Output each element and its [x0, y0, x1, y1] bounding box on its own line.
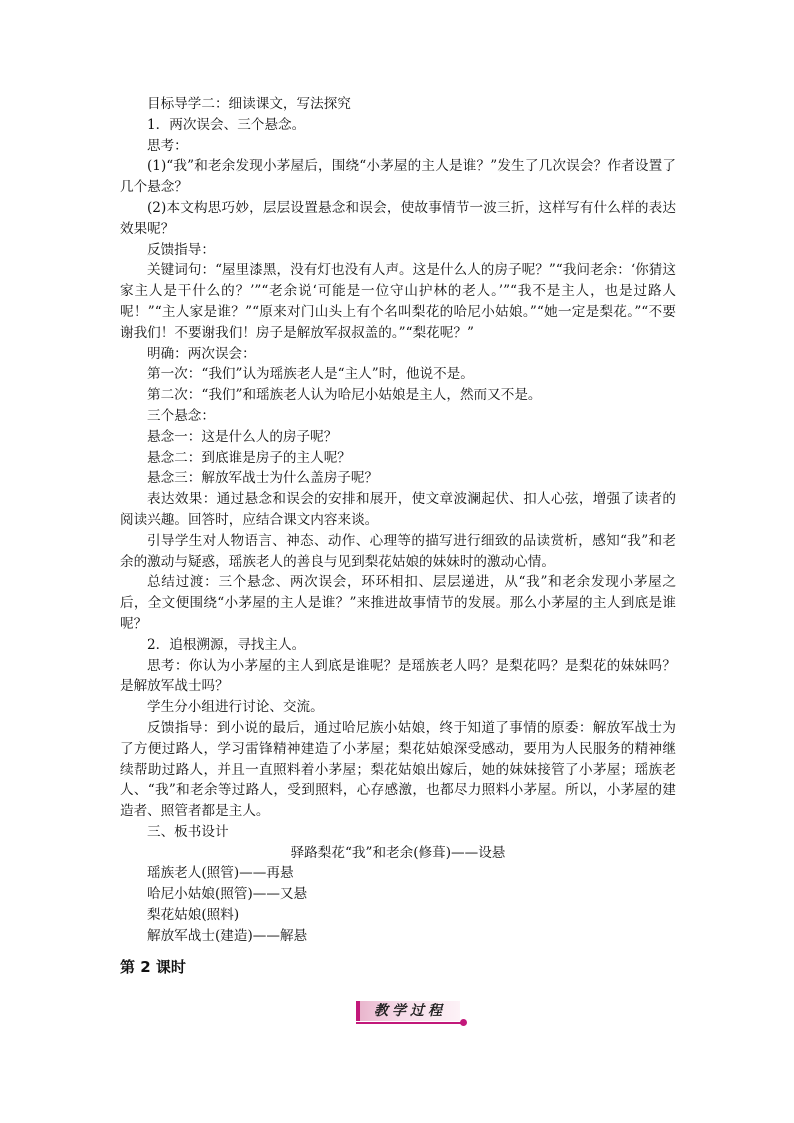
paragraph: 三个悬念：: [147, 407, 215, 424]
section-heading: 三、板书设计: [147, 823, 229, 840]
paragraph: 思考：你认为小茅屋的主人到底是谁呢？是瑶族老人吗？是梨花吗？是梨花的妹妹吗？是解放军战士吗？: [120, 657, 676, 695]
banner-dot-icon: [460, 1019, 467, 1026]
paragraph: 第二次：“我们”和瑶族老人认为哈尼小姑娘是主人，然而又不是。: [147, 387, 542, 404]
paragraph: 悬念三：解放军战士为什么盖房子呢？: [147, 470, 379, 487]
paragraph: (2)本文构思巧妙，层层设置悬念和误会，使故事情节一波三折，这样写有什么样的表达效果呢？: [120, 199, 676, 237]
board-line: 哈尼小姑娘(照管)——又悬: [147, 886, 308, 903]
lesson-heading: 第 2 课时: [120, 957, 186, 976]
paragraph: 总结过渡：三个悬念、两次误会，环环相扣、层层递进，从“我”和老余发现小茅屋之后，全文便围绕“小茅屋的主人是谁？”来推进故事情节的发展。那么小茅屋的主人到底是谁呢？: [120, 574, 676, 632]
board-line: 解放军战士(建造)——解悬: [147, 927, 308, 944]
paragraph: 关键词句：“屋里漆黑，没有灯也没有人声。这是什么人的房子呢？”“我问老余：‘你猜这家主人是干什么的？’”“老余说‘可能是一位守山护林的老人。’”“我不是主人，也是过路人呢！”“主人家是谁？”“原来对门山头上有个名叫梨花的哈尼小姑娘。”“她一定是梨花。”“不要谢我们！不要谢我们！房子是解放军叔叔盖的。”“梨花呢？”: [120, 262, 676, 341]
paragraph: 2．追根溯源，寻找主人。: [147, 636, 306, 653]
paragraph: 明确：两次误会：: [147, 345, 256, 362]
paragraph: 思考：: [147, 137, 188, 154]
paragraph: 悬念二：到底谁是房子的主人呢？: [147, 449, 351, 466]
paragraph: 表达效果：通过悬念和误会的安排和展开，使文章波澜起伏、扣人心弦，增强了读者的阅读兴趣。回答时，应结合课文内容来谈。: [120, 491, 676, 528]
board-title: 驿路梨花“我”和老余(修葺)——设悬: [290, 844, 506, 861]
banner-label: 教学过程: [374, 1003, 446, 1019]
paragraph: 反馈指导：: [147, 241, 215, 258]
banner-underline: [356, 1022, 462, 1024]
board-line: 梨花姑娘(照料): [147, 907, 240, 924]
paragraph: 悬念一：这是什么人的房子呢？: [147, 428, 338, 445]
paragraph: 1．两次误会、三个悬念。: [147, 116, 306, 133]
paragraph: 反馈指导：到小说的最后，通过哈尼族小姑娘，终于知道了事情的原委：解放军战士为了方便过路人，学习雷锋精神建造了小茅屋；梨花姑娘深受感动，要用为人民服务的精神继续帮助过路人，并且一直照料着小茅屋；梨花姑娘出嫁后，她的妹妹接管了小茅屋；瑶族老人、“我”和老余等过路人，受到照料，心存感激，也都尽力照料小茅屋。所以，小茅屋的建造者、照管者都是主人。: [120, 719, 676, 820]
paragraph: 学生分小组进行讨论、交流。: [147, 699, 324, 716]
board-line: 瑶族老人(照管)——再悬: [147, 865, 294, 882]
paragraph: (1)“我”和老余发现小茅屋后，围绕“小茅屋的主人是谁？”发生了几次误会？作者设置了几个悬念？: [120, 158, 676, 196]
paragraph: 目标导学二：细读课文，写法探究: [147, 96, 351, 112]
paragraph: 引导学生对人物语言、神态、动作、心理等的描写进行细致的品读赏析，感知“我”和老余的激动与疑惑，瑶族老人的善良与见到梨花姑娘的妹妹时的激动心情。: [120, 532, 676, 570]
document-body: [120, 94, 676, 979]
section-banner: [356, 1001, 468, 1025]
paragraph: 第一次：“我们”认为瑶族老人是“主人”时，他说不是。: [147, 366, 474, 383]
